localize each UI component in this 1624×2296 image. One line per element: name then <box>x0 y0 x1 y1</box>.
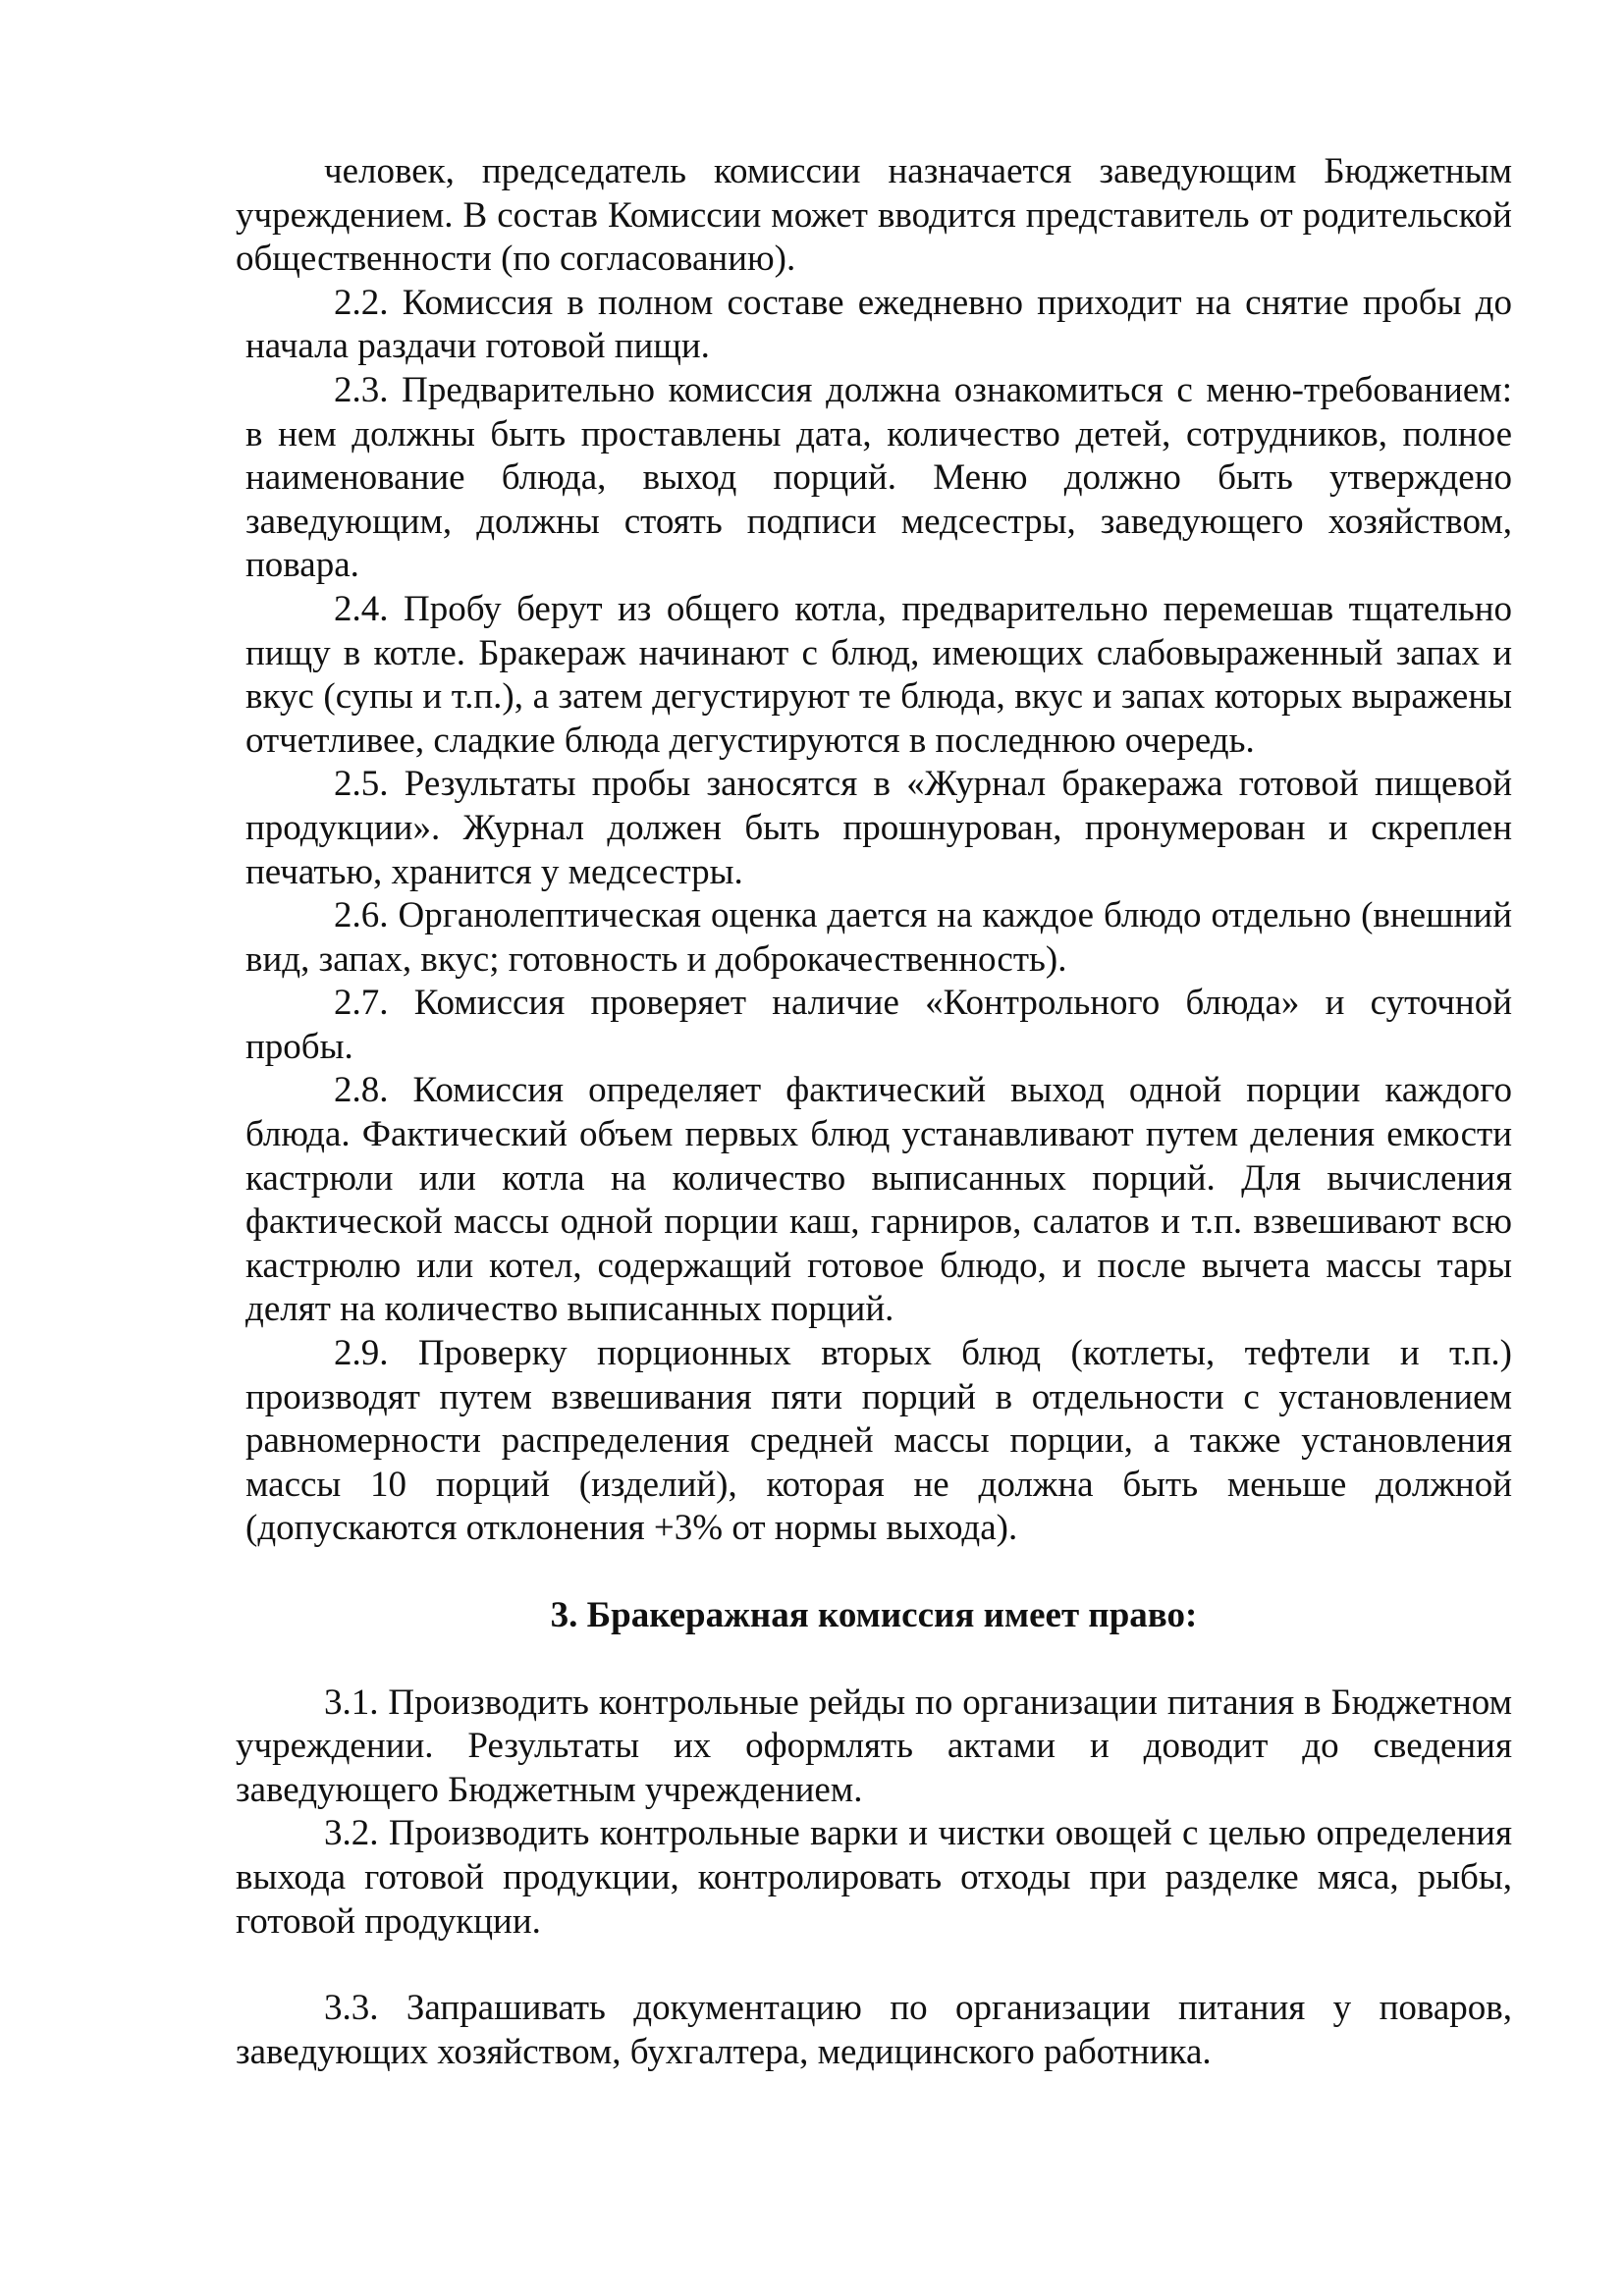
paragraph-2-6: 2.6. Органолептическая оценка дается на каждое блюдо отдельно (внешний вид, запах, вкус; готовность и доброкачественность). <box>245 895 1512 980</box>
section-3-heading: 3. Бракеражная комиссия имеет право: <box>550 1595 1198 1635</box>
paragraph-3-3: 3.3. Запрашивать документацию по организации питания у поваров, заведующих хозяйством, бухгалтера, медицинского работника. <box>236 1988 1512 2072</box>
paragraph-2-7: 2.7. Комиссия проверяет наличие «Контрольного блюда» и суточной пробы. <box>245 983 1512 1067</box>
paragraph-2-5: 2.5. Результаты пробы заносятся в «Журнал бракеража готовой пищевой продукции». Журнал должен быть прошнурован, пронумерован и скреплен печатью, хранится у медсестры. <box>245 764 1512 892</box>
paragraph-3-1: 3.1. Производить контрольные рейды по организации питания в Бюджетном учреждении. Результаты их оформлять актами и доводит до сведения заведующего Бюджетным учреждением. <box>236 1682 1512 1810</box>
paragraph-2-4: 2.4. Пробу берут из общего котла, предварительно перемешав тщательно пищу в котле. Бракераж начинают с блюд, имеющих слабовыраженный запах и вкус (супы и т.п.), а затем дегустируют те блюда, вкус и запах которых выражены отчетливее, сладкие блюда дегустируются в последнюю очередь. <box>245 588 1512 761</box>
paragraph-2-9: 2.9. Проверку порционных вторых блюд (котлеты, тефтели и т.п.) производят путем взвешивания пяти порций в отдельности с установлением равномерности распределения средней массы порции, а также установления массы 10 порций (изделий), которая не должна быть меньше должной (допускаются отклонения +3% от нормы выхода). <box>245 1333 1512 1549</box>
paragraph-intro: человек, председатель комиссии назначается заведующим Бюджетным учреждением. В состав Комиссии может вводится представитель от родительской общественности (по согласованию). <box>236 151 1512 280</box>
paragraph-2-8: 2.8. Комиссия определяет фактический выход одной порции каждого блюда. Фактический объем первых блюд устанавливают путем деления емкости кастрюли или котла на количество выписанных порций. Для вычисления фактической массы одной порции каш, гарниров, салатов и т.п. взвешивают всю кастрюлю или котел, содержащий готовое блюдо, и после вычета массы тары делят на количество выписанных порций. <box>245 1070 1512 1330</box>
paragraph-2-2: 2.2. Комиссия в полном составе ежедневно приходит на снятие пробы до начала раздачи готовой пищи. <box>245 282 1512 367</box>
paragraph-2-3: 2.3. Предварительно комиссия должна ознакомиться с меню-требованием: в нем должны быть проставлены дата, количество детей, сотрудников, полное наименование блюда, выход порций. Меню должно быть утверждено заведующим, должны стоять подписи медсестры, заведующего хозяйством, повара. <box>245 369 1512 586</box>
paragraph-3-2: 3.2. Производить контрольные варки и чистки овощей с целью определения выхода готовой продукции, контролировать отходы при разделке мяса, рыбы, готовой продукции. <box>236 1813 1512 1942</box>
document-page <box>236 150 1512 2074</box>
